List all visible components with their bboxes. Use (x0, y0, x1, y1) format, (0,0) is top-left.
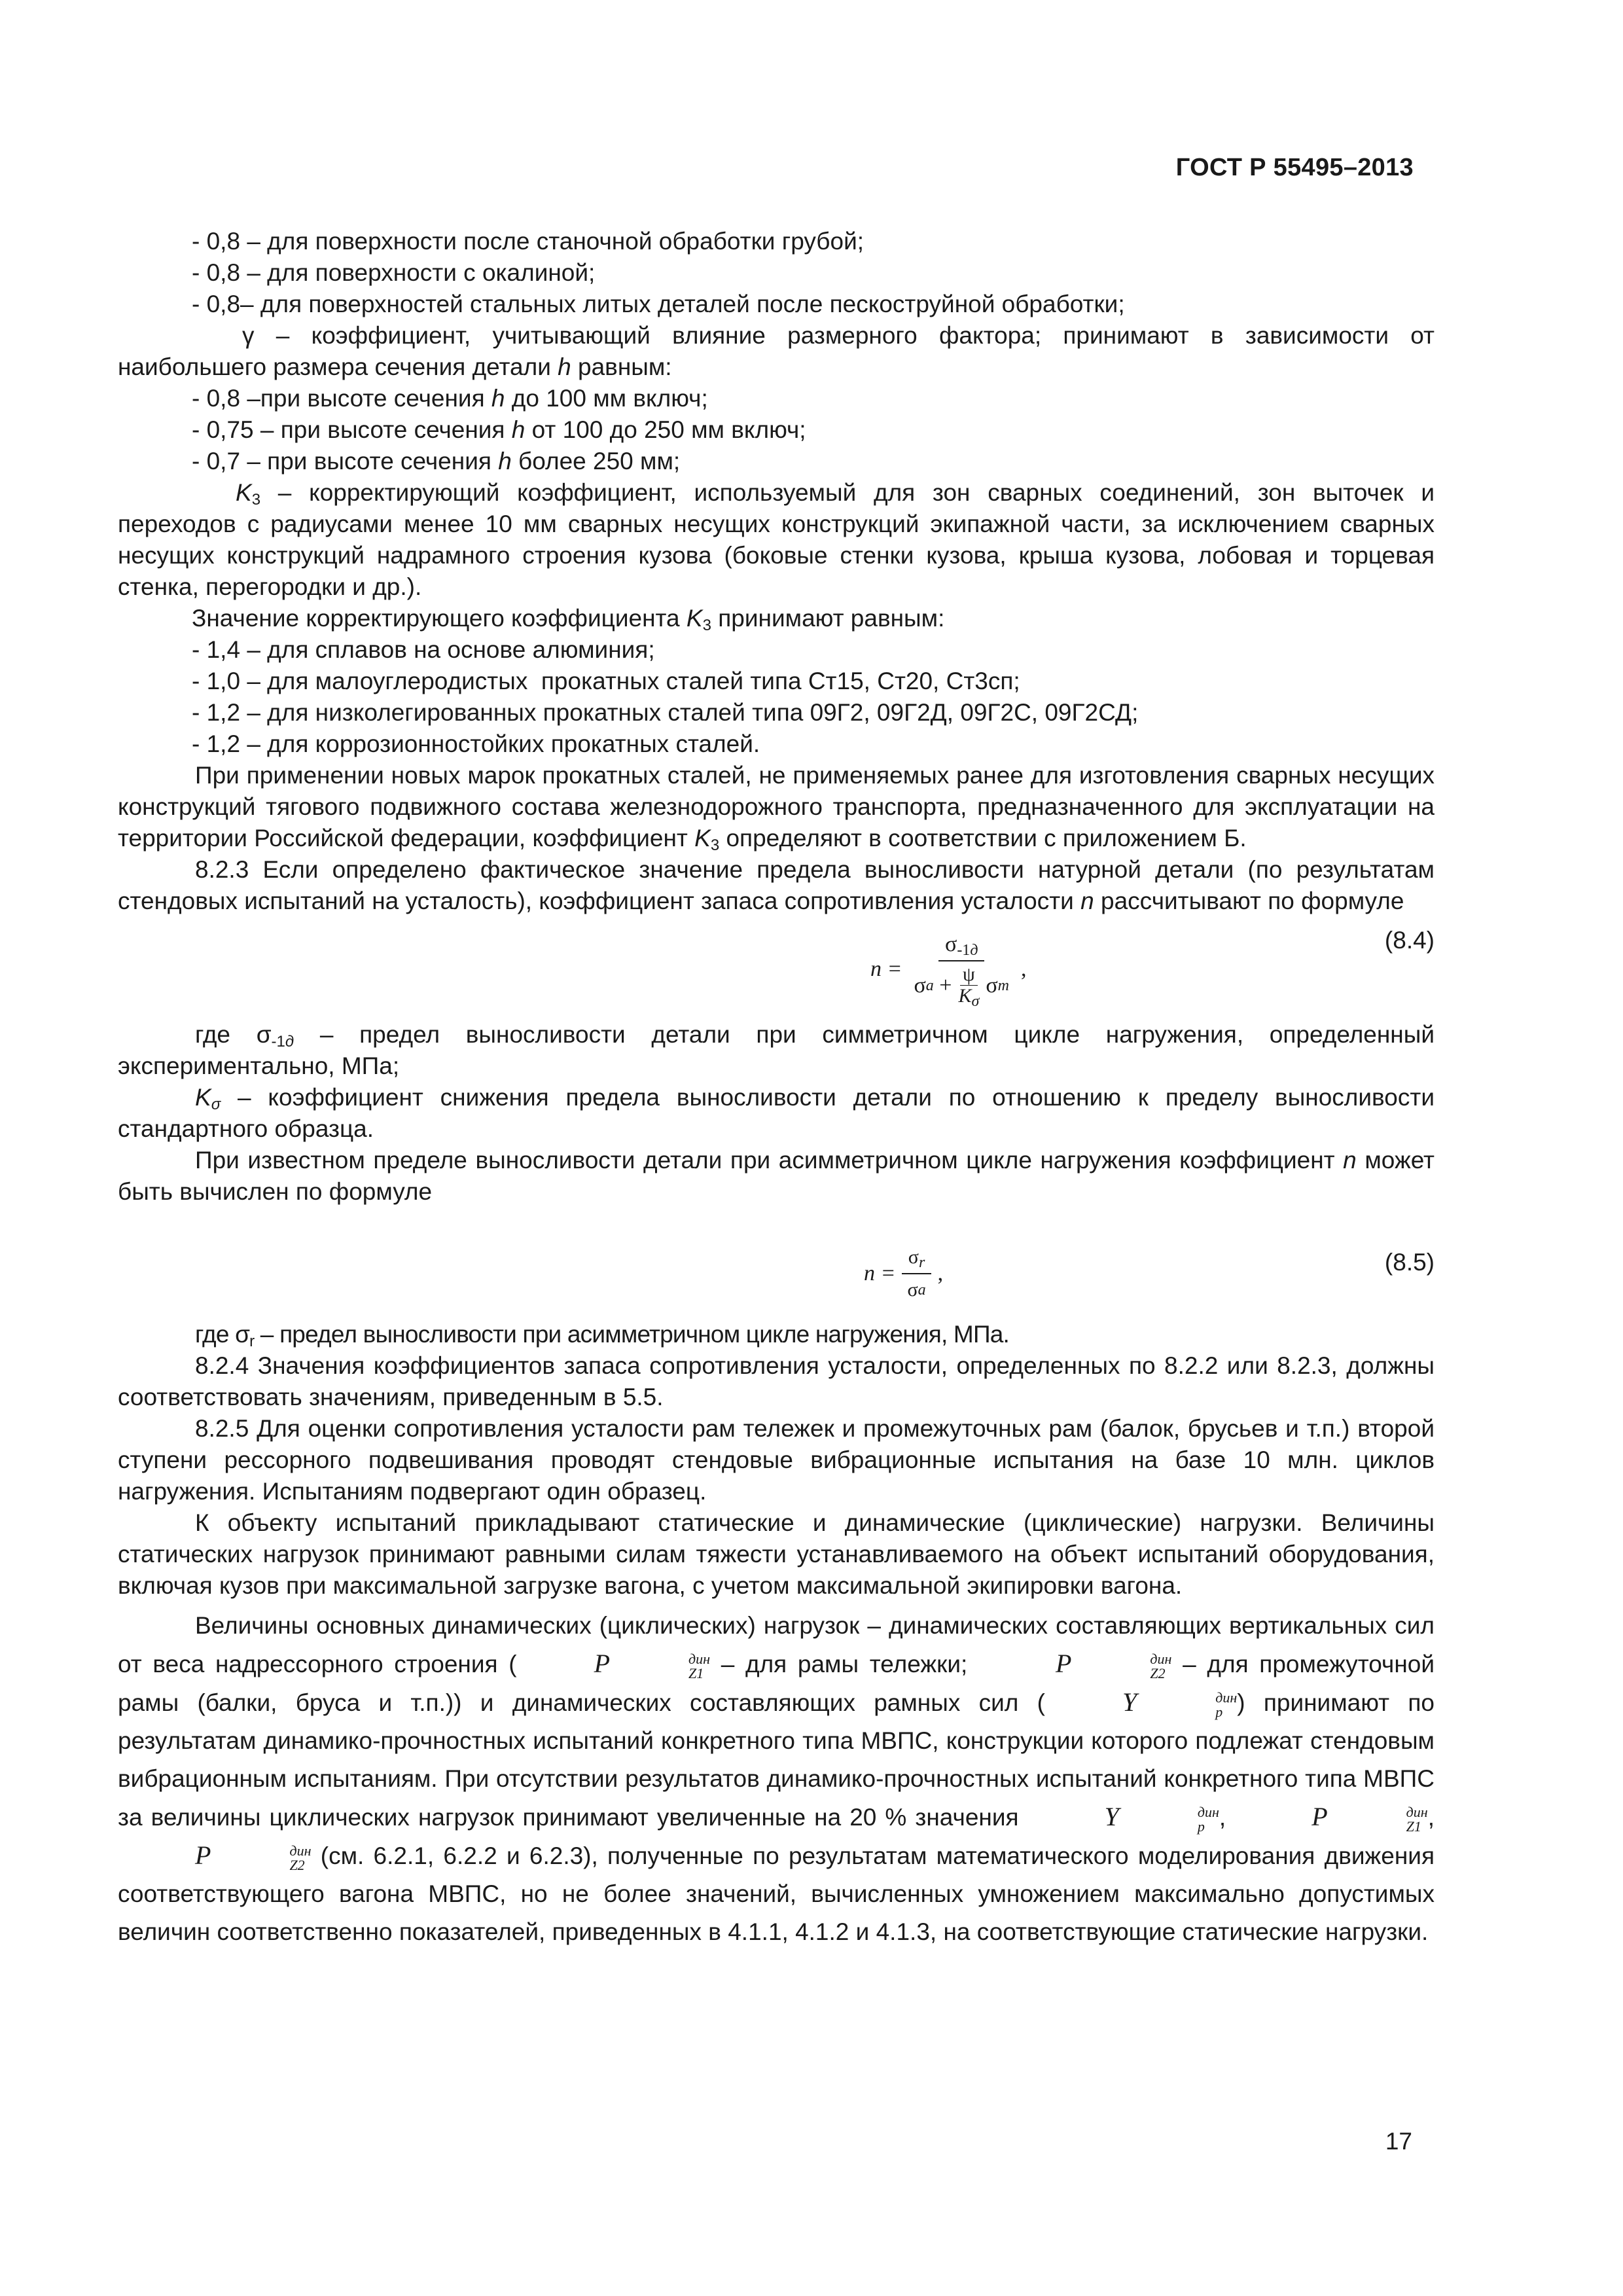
formula-fraction: $\sigma_r$ σ a (901, 1244, 932, 1303)
paragraph-where-sigma-r: где $\sigma_r$ – предел выносливости при асимметричном цикле нагружения, МПа. (195, 1321, 1010, 1350)
paragraph-8-2-5: 8.2.5 Для оценки сопротивления усталости рам тележек и промежуточных рам (балок, брусьев и т.п.) второй ступени рессорного подвешивания проводят стендовые вибрационные испытания на базе 10 млн. циклов нагружения. Испытаниям подвергают один образец. (118, 1415, 1435, 1505)
list-item: - 0,8 – для поверхности с окалиной; (192, 259, 596, 286)
formula-8-5: n = $\sigma_r$ σ a , (864, 1244, 943, 1303)
formula-8-5-row (118, 1247, 1435, 1319)
document-body (118, 226, 1435, 1951)
formula-denominator: σ a + ψ $K_\sigma$ σ m (914, 963, 1009, 1010)
paragraph-k3: $K_3$ – корректирующий коэффициент, используемый для зон сварных соединений, зон выточек и переходов с радиусами менее 10 мм сварных несущих конструкций экипажной части, за исключением сварных несущих конструкций надрамного строения кузова (боковые стенки кузова, крыша кузова, лобовая и торцевая стенка, перегородки и др.). (118, 479, 1435, 600)
list-item: - 1,4 – для сплавов на основе алюминия; (192, 636, 655, 663)
formula-8-4: n = $\sigma_{-1д}$ σ a + ψ $K_\sigma$ σ m , (870, 932, 1027, 1010)
document-code-header: ГОСТ Р 55495–2013 (1175, 154, 1414, 181)
paragraph-loads: К объекту испытаний прикладывают статические и динамические (циклические) нагрузки. Величины статических нагрузок принимают равными силам тяжести устанавливаемого на объект испытаний оборудования, включая кузов при максимальной загрузке вагона, с учетом максимальной экипировки вагона. (118, 1509, 1435, 1599)
paragraph-asymmetric: При известном пределе выносливости детали при асимметричном цикле нагружения коэффициент n может быть вычислен по формуле (118, 1147, 1435, 1205)
list-item: - 0,8 – для поверхности после станочной обработки грубой; (192, 228, 865, 255)
formula-numerator: $\sigma_{-1д}$ (938, 931, 984, 961)
list-item: - 1,2 – для низколегированных прокатных сталей типа 09Г2, 09Г2Д, 09Г2С, 09Г2СД; (192, 699, 1139, 726)
list-item: - 0,75 – при высоте сечения h от 100 до 250 мм включ; (192, 416, 806, 443)
paragraph-new-steels: При применении новых марок прокатных сталей, не применяемых ранее для изготовления сварных несущих конструкций тягового подвижного состава железнодорожного транспорта, предназначенного для эксплуатации на территории Российской федерации, коэффициент $K_3$ определяют в соответствии с приложением Б. (118, 762, 1435, 854)
formula-8-4-row (118, 925, 1435, 1016)
paragraph-dynamic-loads: Величины основных динамических (циклических) нагрузок – динамических составляющих вертикальных сил от веса надрессорного строения ( P дин Z1 – для рамы тележки; P дин Z2 – для промежуточной рамы (балки, бруса и т.п.)) и динамических составляющих рамных сил ( Y дин p ) принимают по результатам динамико-прочностных испытаний конкретного типа МВПС, конструкции которого подлежат стендовым вибрационным испытаниям. При отсутствии результатов динамико-прочностных испытаний конкретного типа МВПС за величины циклических нагрузок принимают увеличенные на 20 % значения Y дин p , P дин Z1 , P дин Z2 (см. 6.2.1, 6.2.2 и 6.2.3), полученные по результатам математического моделирования движения соответствующего вагона МВПС, но не более значений, вычисленных умножением максимально допустимых величин соответственно показателей, приведенных в 4.1.1, 4.1.2 и 4.1.3, на соответствующие статические нагрузки. (118, 1612, 1435, 1945)
list-item: - 0,8– для поверхностей стальных литых деталей после пескоструйной обработки; (192, 291, 1125, 317)
page-number: 17 (1385, 2128, 1412, 2155)
paragraph-8-2-4: 8.2.4 Значения коэффициентов запаса сопротивления усталости, определенных по 8.2.2 или 8.2.3, должны соответствовать значениям, приведенным в 5.5. (118, 1352, 1435, 1410)
list-item: - 0,7 – при высоте сечения h более 250 мм; (192, 448, 681, 475)
paragraph-k3-values: Значение корректирующего коэффициента $K_3$ принимают равным: (192, 605, 945, 634)
formula-inner-fraction: ψ $K_\sigma$ (958, 963, 980, 1010)
formula-lhs: n = (870, 956, 902, 981)
paragraph-k-sigma: $K_\sigma$ – коэффициент снижения предела выносливости детали по отношению к пределу выносливости стандартного образца. (118, 1084, 1435, 1142)
list-item: - 1,2 – для коррозионностойких прокатных сталей. (192, 730, 760, 757)
formula-number: (8.4) (1384, 927, 1435, 954)
list-item: - 1,0 – для малоуглеродистых прокатных сталей типа Ст15, Ст20, Ст3сп; (192, 668, 1020, 694)
formula-fraction (907, 931, 1016, 1010)
formula-number: (8.5) (1384, 1249, 1435, 1276)
paragraph-gamma: γ – коэффициент, учитывающий влияние размерного фактора; принимают в зависимости от наибольшего размера сечения детали h равным: (118, 322, 1435, 380)
paragraph-8-2-3: 8.2.3 Если определено фактическое значение предела выносливости натурной детали (по результатам стендовых испытаний на усталость), коэффициент запаса сопротивления усталости n рассчитывают по формуле (118, 856, 1435, 914)
list-item: - 0,8 –при высоте сечения h до 100 мм включ; (192, 385, 708, 412)
paragraph-where-sigma: где $\sigma_{-1д}$ – предел выносливости детали при симметричном цикле нагружения, определенный экспериментально, МПа; (118, 1021, 1435, 1079)
